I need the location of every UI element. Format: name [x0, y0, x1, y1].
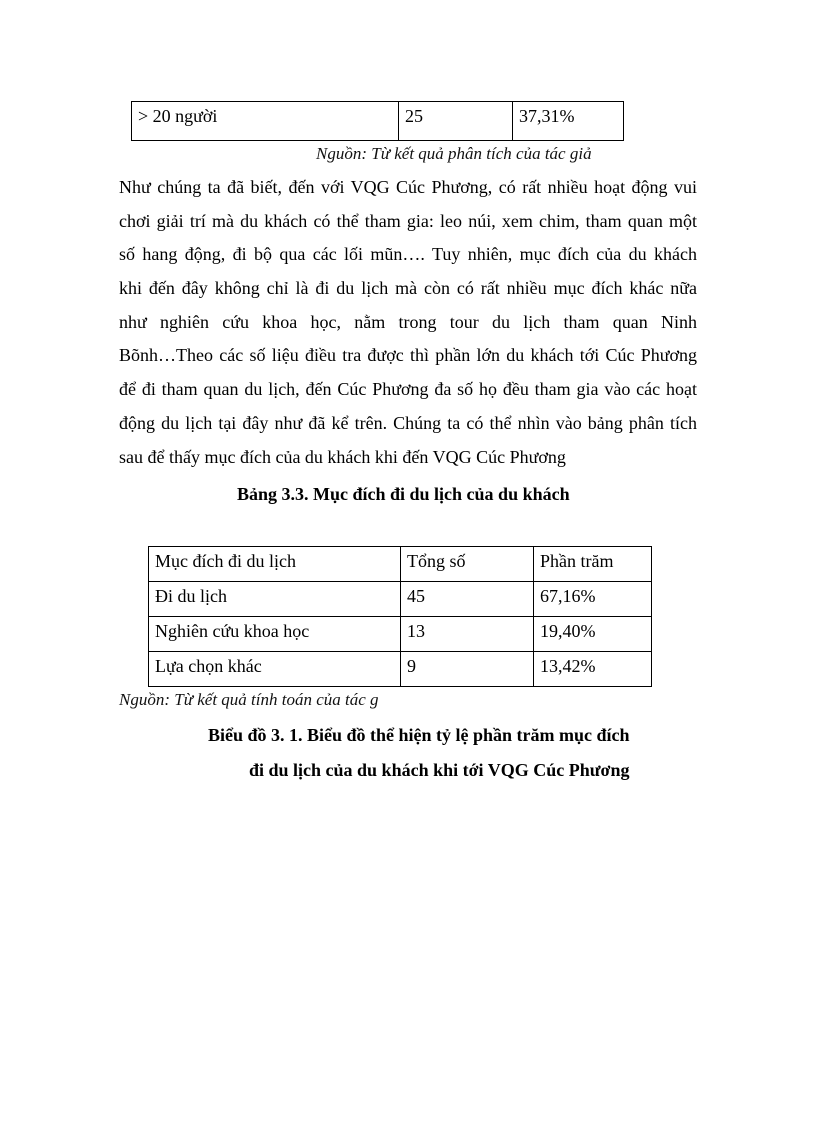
paragraph-line: chơi giải trí mà du khách có thể tham gia: leo núi, xem chim, tham quan một: [119, 210, 697, 231]
body-paragraph: [119, 171, 697, 474]
table-cell: 45: [401, 582, 534, 617]
travel-purpose-table: [148, 546, 652, 687]
column-header: Phần trăm: [534, 547, 652, 582]
chart-caption-line: đi du lịch của du khách khi tới VQG Cúc Phương: [249, 760, 630, 780]
table-cell: Đi du lịch: [149, 582, 401, 617]
chart-caption-line: Biểu đồ 3. 1. Biểu đồ thể hiện tỷ lệ phần trăm mục đích: [208, 725, 630, 745]
paragraph-line: sau để thấy mục đích của du khách khi đến VQG Cúc Phương: [119, 446, 566, 467]
table-caption: Bảng 3.3. Mục đích đi du lịch của du khách: [237, 484, 570, 504]
table-row: [132, 102, 624, 141]
table-cell: Lựa chọn khác: [149, 652, 401, 687]
paragraph-line: động du lịch tại đây như đã kể trên. Chúng ta có thể nhìn vào bảng phân tích: [119, 412, 697, 433]
paragraph-line: như nghiên cứu khoa học, nằm trong tour du lịch tham quan Ninh: [119, 311, 697, 332]
table-cell: 9: [401, 652, 534, 687]
column-header: Tổng số: [401, 547, 534, 582]
table-cell: > 20 người: [132, 102, 399, 141]
table-cell: 13: [401, 617, 534, 652]
table-cell: Nghiên cứu khoa học: [149, 617, 401, 652]
table-cell: 67,16%: [534, 582, 652, 617]
paragraph-line: để đi tham quan du lịch, đến Cúc Phương đa số họ đều tham gia vào các hoạt: [119, 379, 697, 400]
table-cell: 19,40%: [534, 617, 652, 652]
table-header-row: [149, 547, 652, 582]
paragraph-line: số hang động, đi bộ qua các lối mũn…. Tuy nhiên, mục đích của du khách: [119, 244, 697, 265]
table-row: [149, 652, 652, 687]
table-cell: 25: [399, 102, 513, 141]
paragraph-line: Như chúng ta đã biết, đến với VQG Cúc Phương, có rất nhiều hoạt động vui: [119, 177, 697, 197]
table-row: [149, 617, 652, 652]
table-cell: 13,42%: [534, 652, 652, 687]
paragraph-line: khi đến đây không chỉ là đi du lịch mà còn có rất nhiều mục đích khác nữa: [119, 278, 697, 299]
table-cell: 37,31%: [513, 102, 624, 141]
paragraph-line: Bõnh…Theo các số liệu điều tra được thì phần lớn du khách tới Cúc Phương: [119, 345, 697, 366]
column-header: Mục đích đi du lịch: [149, 547, 401, 582]
source-note: Nguồn: Từ kết quả tính toán của tác g: [119, 690, 379, 709]
table-row: [149, 582, 652, 617]
source-note: Nguồn: Từ kết quả phân tích của tác giả: [316, 144, 592, 163]
age-group-table-fragment: [131, 101, 624, 141]
